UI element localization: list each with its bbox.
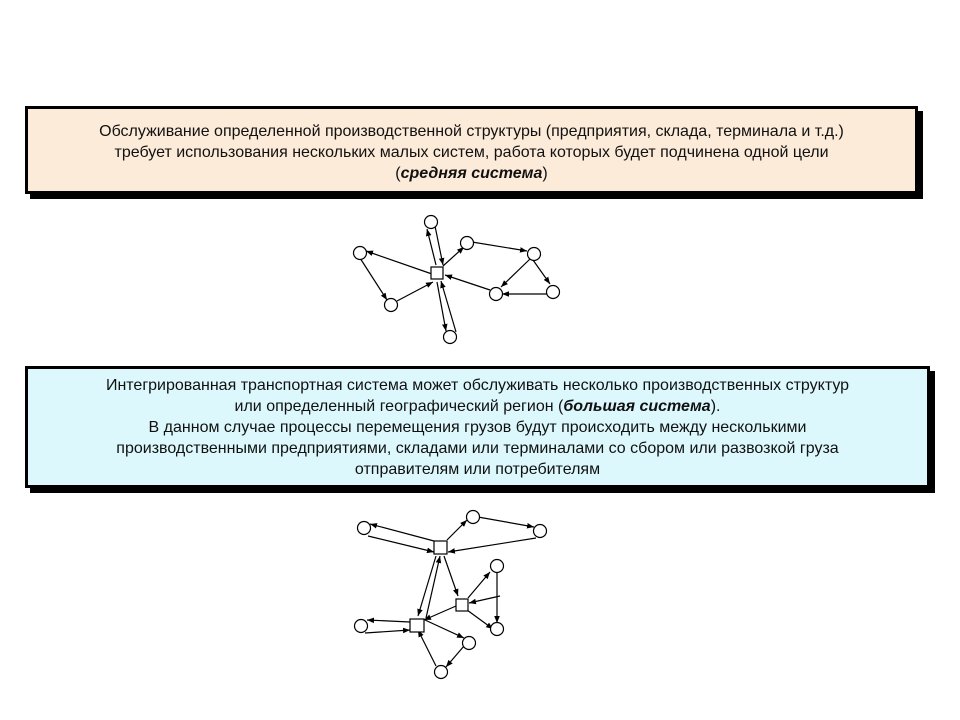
edge-right-to-farright [533,260,550,284]
node-l-right3 [463,637,476,650]
edge-hub1-to-top [447,520,467,540]
medium-system-line-2: требует использования нескольких малых систем, работа которых будет подчинена одной цели [114,144,829,161]
edge-nodeA-to-hub2 [469,596,500,603]
medium-arrows [360,226,550,332]
node-bottom [444,331,457,344]
node-midright [490,288,503,301]
medium-nodes [354,216,560,344]
large-system-line-3: В данном случае процессы перемещения грузов будут происходить между несколькими [148,419,807,436]
large-arrows [365,517,536,667]
node-l-right [534,525,547,538]
medium-hub-node [431,267,443,279]
edge-hub1-to-hub2 [444,556,458,596]
large-system-line-5: отправителям или потребителям [354,461,601,478]
node-l-bottom3 [435,666,448,679]
large-system-line-1: Интегрированная транспортная система может обслуживать несколько производственных структур [105,377,850,394]
edge-hub3-to-left [367,620,410,622]
node-l-top2 [491,560,504,573]
edge-hub-to-left [366,251,432,274]
edge-hub3-to-right [425,620,464,638]
large-hub-2 [456,599,468,611]
edge-bottom-to-hub [441,281,456,332]
node-l-top [467,511,480,524]
node-top [425,216,438,229]
large-system-emphasis: большая система [563,398,711,415]
node-left [354,247,367,260]
edge-hub2-to-top [468,572,490,598]
edge-hub-to-bottom [437,282,446,331]
edge-right-to-hub1 [448,538,536,552]
node-l-left3 [355,620,368,633]
node-bottomleft [385,299,398,312]
node-l-bottom2 [491,623,504,636]
edge-midright-to-hub [445,275,490,290]
edge-right-to-bottom [446,646,464,667]
edge-hub2-to-bottom2 [467,610,493,629]
large-hub-1 [434,541,447,554]
edge-bottomleft-to-hub [397,282,433,301]
medium-system-emphasis: средняя система [400,165,543,182]
edge-right-to-midright [501,259,530,287]
medium-system-diagram [354,216,560,344]
edge-left-to-bottomleft [360,258,387,300]
edge-top-to-right [478,517,534,527]
node-right [528,248,541,261]
edge-hub-to-topright [443,247,464,266]
edge-top-to-hub [435,226,443,265]
node-farright [547,286,560,299]
edge-hub-to-top [427,229,436,265]
node-l-left [358,522,371,535]
large-system-line-2: или определенный географический регион (большая система). [234,398,721,415]
edge-topright-to-right [472,242,527,251]
large-hub-3 [410,619,424,632]
large-system-diagram [355,511,547,679]
edge-left-to-hub3 [365,630,410,633]
medium-system-line-1: Обслуживание определенной производственной структуры (предприятия, склада, терминала и т.д.) [99,123,844,140]
node-topright [461,237,474,250]
edge-bottom-to-hub3 [418,630,436,666]
large-system-line-4: производственными предприятиями, складами или терминалами со сбором или развозкой груза [116,440,839,457]
medium-system-line-3: (средняя система) [395,165,548,182]
